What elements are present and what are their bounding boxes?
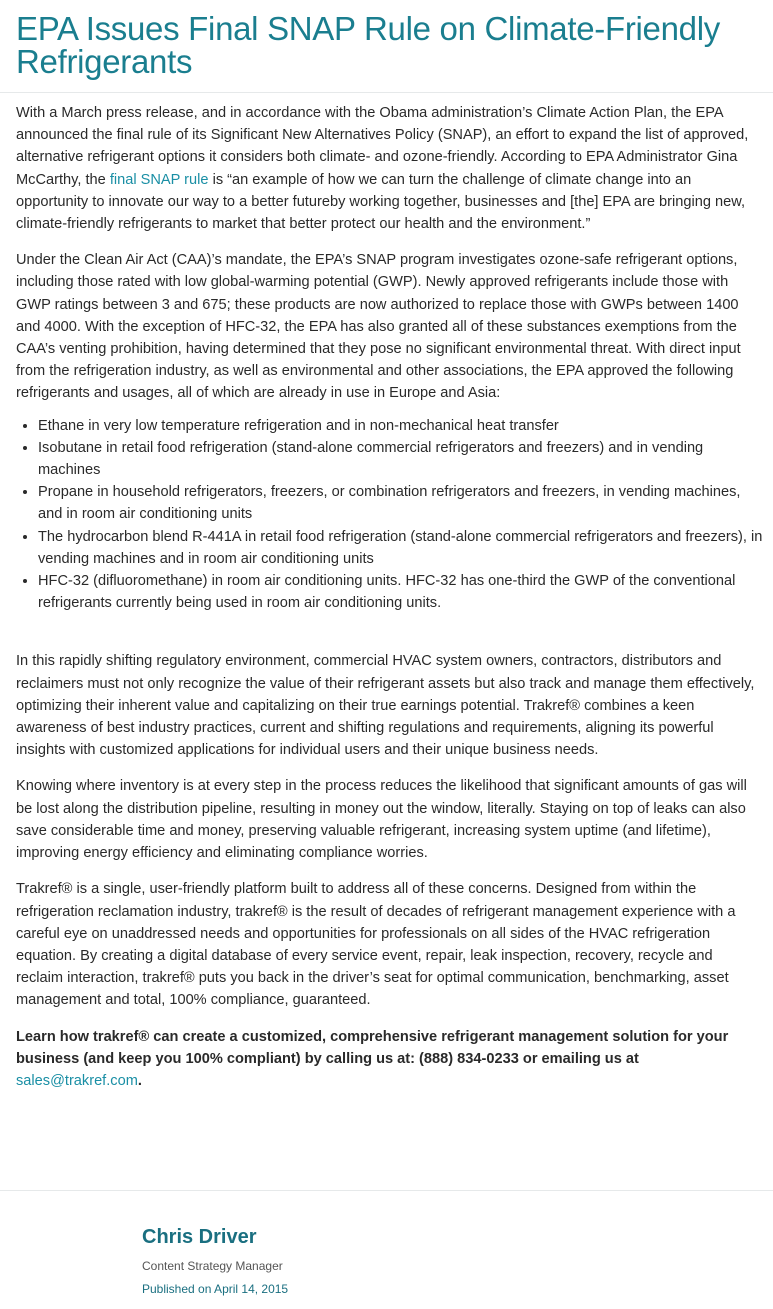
sales-email-link[interactable]: sales@trakref.com: [16, 1072, 138, 1089]
caa-paragraph: Under the Clean Air Act (CAA)’s mandate, the EPA’s SNAP program investigates ozone-safe refrigerant options, including those rated with low global-warming potential (GWP). Newly approved refrigerants include those with GWP ratings between 3 and 675; these products are now authorized to replace those with GWPs between 1400 and 4000. With the exception of HFC-32, the EPA has also granted all of these substances exemptions from the CAA’s venting prohibition, having determined that they pose no significant environmental threat. With direct input from the refrigeration industry, as well as environmental and other associations, the EPA approved the following refrigerants and usages, all of which are already in use in Europe and Asia:: [16, 252, 741, 402]
call-to-action: [16, 1026, 763, 1093]
list-item: • The hydrocarbon blend R-441A in retail food refrigeration (stand-alone commercial refrigerators and freezers), in vending machines and in room air conditioning units: [38, 526, 763, 570]
title-divider: [0, 92, 773, 93]
author-role: Content Strategy Manager: [142, 1259, 283, 1273]
list-item: • HFC-32 (difluoromethane) in room air conditioning units. HFC-32 has one-third the GWP of the conventional refrigerants currently being used in room air conditioning units.: [38, 570, 763, 614]
cta-end: .: [137, 1072, 142, 1089]
author-block: [142, 1225, 288, 1297]
list-item: • Ethane in very low temperature refrigeration and in non-mechanical heat transfer: [38, 415, 763, 437]
regulatory-paragraph: In this rapidly shifting regulatory environment, commercial HVAC system owners, contractors, distributors and reclaimers must not only recognize the value of their refrigerant assets but also track and manage them effectively, optimizing their inherent value and capitalizing on their true earnings potential. Trakref® combines a keen awareness of best industry practices, current and shifting regulations and requirements, aligning its powerful insights with customized applications for individual users and their unique business needs.: [16, 653, 755, 759]
trakref-paragraph: Trakref® is a single, user-friendly platform built to address all of these concerns. Designed from within the refrigeration reclamation industry, trakref® is the result of decades of refrigerant management experience with a careful eye on unaddressed needs and opportunities for professionals on all sides of the HVAC refrigeration equation. By creating a digital database of every service event, repair, leak inspection, recovery, recycle and reclaim interaction, trakref® puts you back in the driver’s seat for optimal communication, benchmarking, asset management and total, 100% compliance, guaranteed.: [16, 881, 736, 1009]
inventory-paragraph: Knowing where inventory is at every step in the process reduces the likelihood that significant amounts of gas will be lost along the distribution pipeline, resulting in money out the window, literally. Staying on top of leaks can also save considerable time and money, preserving valuable refrigerant, increasing system uptime (and lifetime), improving energy efficiency and eliminating compliance worries.: [16, 778, 747, 862]
page-title: EPA Issues Final SNAP Rule on Climate-Friendly Refrigerants: [16, 10, 720, 80]
published-date: Published on April 14, 2015: [142, 1282, 289, 1296]
footer-divider: [0, 1190, 773, 1191]
intro-paragraph: [16, 102, 763, 235]
refrigerant-list: [16, 415, 763, 615]
list-item: • Propane in household refrigerators, freezers, or combination refrigerators and freezers, in vending machines, and in room air conditioning units: [38, 481, 763, 525]
cta-text: Learn how trakref® can create a customized, comprehensive refrigerant management solution for your business (and keep you 100% compliant) by calling us at: (888) 834-0233 or emailing us at: [16, 1028, 729, 1067]
final-snap-rule-link[interactable]: final SNAP rule: [109, 171, 209, 188]
author-name[interactable]: Chris Driver: [142, 1226, 257, 1248]
intro-text-before: With a March press release, and in accordance with the Obama administration’s Climate Action Plan, the EPA announced the final rule of its Significant New Alternatives Policy (SNAP), an effort to expand the list of approved, alternative refrigerant options it considers both climate- and ozone-friendly. According to EPA Administrator Gina McCarthy, the: [16, 105, 749, 188]
list-item: • Isobutane in retail food refrigeration (stand-alone commercial refrigerators and freezers) and in vending machines: [38, 437, 763, 481]
intro-text-after: is “an example of how we can turn the challenge of climate change into an opportunity to innovate our way to a better futureby working together, businesses and [the] EPA are bringing new, climate-friendly refrigerants to market that better protect our health and the environment.”: [16, 171, 746, 233]
